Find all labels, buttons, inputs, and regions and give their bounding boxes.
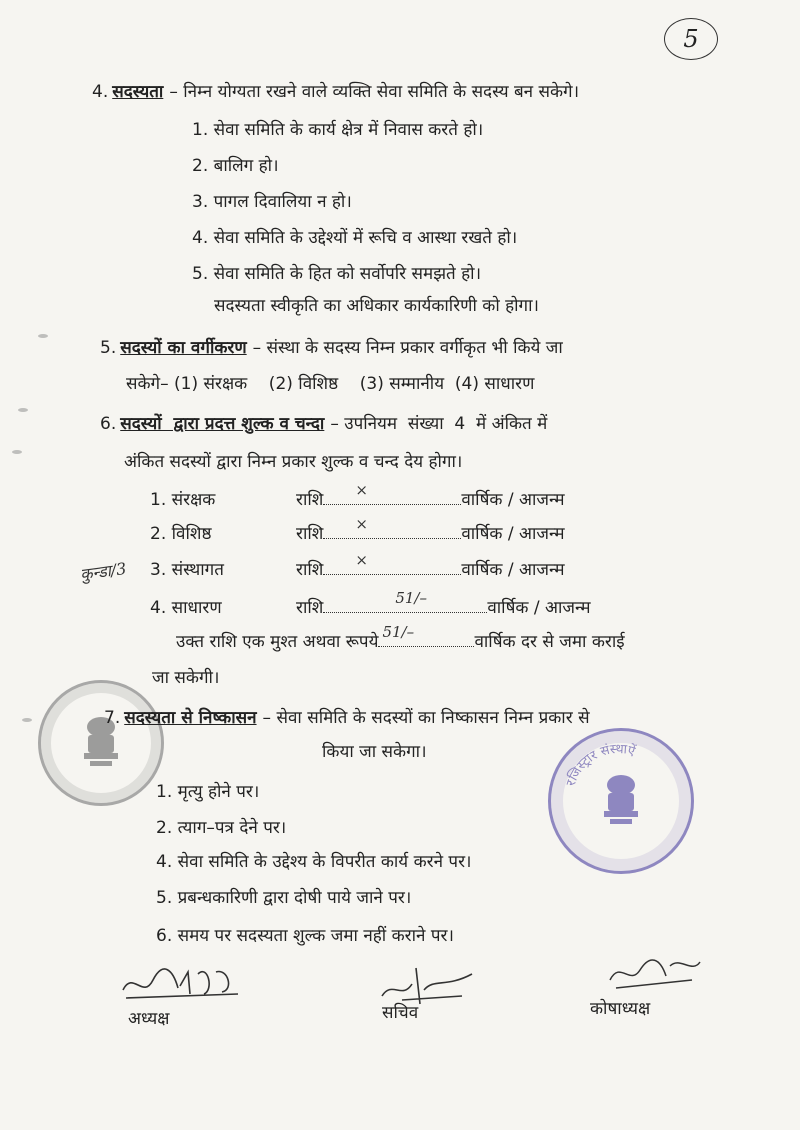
section-text: जा सकेगी। — [152, 668, 220, 688]
fee-label: 3. संस्थागत — [150, 560, 224, 580]
punch-mark — [18, 408, 28, 412]
list-item: 3. पागल दिवालिया न हो। — [192, 192, 352, 212]
handwritten-amount: 51/– — [382, 623, 415, 641]
treasurer-signature — [596, 950, 706, 996]
section-6-heading-line — [100, 412, 547, 436]
treasurer-label: कोषाध्यक्ष — [590, 999, 651, 1019]
list-item: 1. मृत्यु होने पर। — [156, 782, 260, 802]
handwritten-amount: × — [355, 551, 368, 569]
fee-row — [150, 481, 565, 512]
section-title: सदस्यता — [112, 82, 164, 102]
seal-text: रजिस्ट्रार संस्थाऐं — [563, 741, 637, 789]
fee-label: 4. साधारण — [150, 598, 222, 618]
fee-row — [150, 589, 591, 620]
page-number — [664, 18, 718, 60]
rashi-label: राशि — [296, 490, 324, 510]
section-title: सदस्यता से निष्कासन — [124, 708, 257, 728]
rashi-label: राशि — [296, 560, 324, 580]
section-text: – संस्था के सदस्य निम्न प्रकार वर्गीकृत भी किये जा — [252, 338, 563, 358]
text-fragment: वार्षिक दर से जमा कराई — [474, 632, 625, 652]
section-text: – उपनियम संख्या 4 में अंकित में — [330, 414, 548, 434]
amount-blank — [323, 589, 487, 613]
section-text: अंकित सदस्यों द्वारा निम्न प्रकार शुल्क व चन्द देय होगा। — [124, 452, 463, 472]
fee-period: वार्षिक / आजन्म — [487, 598, 591, 618]
section-text — [176, 623, 625, 654]
section-title: सदस्यों का वर्गीकरण — [120, 338, 247, 358]
amount-blank — [378, 623, 474, 647]
handwritten-margin-note: कुन्डा/3 — [78, 558, 128, 585]
section-text: सकेगे– (1) संरक्षक (2) विशिष्ठ (3) सम्मानीय (4) साधारण — [126, 374, 535, 394]
section-number: 6. — [100, 414, 117, 434]
section-5-heading-line — [100, 336, 563, 360]
amount-blank — [323, 515, 461, 539]
handwritten-amount: 51/– — [395, 589, 427, 607]
list-item: 2. बालिग हो। — [192, 156, 279, 176]
list-item: 4. सेवा समिति के उद्देश्यों में रूचि व आस्था रखते हो। — [192, 228, 518, 248]
fee-period: वार्षिक / आजन्म — [461, 560, 565, 580]
section-number: 7. — [104, 708, 121, 728]
emblem-icon — [595, 771, 647, 831]
fee-period: वार्षिक / आजन्म — [461, 490, 565, 510]
fee-label: 1. संरक्षक — [150, 490, 216, 510]
president-signature — [118, 960, 258, 1004]
section-number: 4. — [92, 82, 109, 102]
punch-mark — [38, 334, 48, 338]
punch-mark — [12, 450, 22, 454]
president-label: अध्यक्ष — [128, 1009, 170, 1029]
section-note: सदस्यता स्वीकृति का अधिकार कार्यकारिणी को होगा। — [214, 296, 539, 316]
list-item: 4. सेवा समिति के उद्देश्य के विपरीत कार्य करने पर। — [156, 852, 472, 872]
section-number: 5. — [100, 338, 117, 358]
section-title: सदस्यों द्वारा प्रदत्त शुल्क व चन्दा — [120, 414, 325, 434]
fee-row — [150, 515, 565, 546]
page-number-text: 5 — [683, 25, 699, 53]
fee-label: 2. विशिष्ठ — [150, 524, 212, 544]
fee-period: वार्षिक / आजन्म — [461, 524, 565, 544]
section-7-heading-line — [104, 706, 590, 730]
list-item: 2. त्याग–पत्र देने पर। — [156, 818, 287, 838]
section-4-heading-line — [92, 80, 579, 104]
registrar-seal — [548, 728, 694, 874]
list-item: 5. प्रबन्धकारिणी द्वारा दोषी पाये जाने पर। — [156, 888, 412, 908]
section-text: – सेवा समिति के सदस्यों का निष्कासन निम्न प्रकार से — [262, 708, 590, 728]
section-text: किया जा सकेगा। — [322, 742, 427, 762]
rashi-label: राशि — [296, 598, 324, 618]
section-text: – निम्न योग्यता रखने वाले व्यक्ति सेवा समिति के सदस्य बन सकेगे। — [169, 82, 580, 102]
handwritten-amount: × — [355, 515, 368, 533]
rashi-label: राशि — [296, 524, 324, 544]
punch-mark — [22, 718, 32, 722]
office-seal-left — [38, 680, 164, 806]
list-item: 1. सेवा समिति के कार्य क्षेत्र में निवास करते हो। — [192, 120, 484, 140]
fee-row — [150, 551, 565, 582]
list-item: 5. सेवा समिति के हित को सर्वोपरि समझते हो। — [192, 264, 482, 284]
amount-blank — [323, 481, 461, 505]
handwritten-amount: × — [355, 481, 368, 499]
text-fragment: उक्त राशि एक मुश्त अथवा रूपये — [176, 632, 379, 652]
amount-blank — [323, 551, 461, 575]
list-item: 6. समय पर सदस्यता शुल्क जमा नहीं कराने पर। — [156, 926, 454, 946]
secretary-label: सचिव — [382, 1003, 419, 1023]
